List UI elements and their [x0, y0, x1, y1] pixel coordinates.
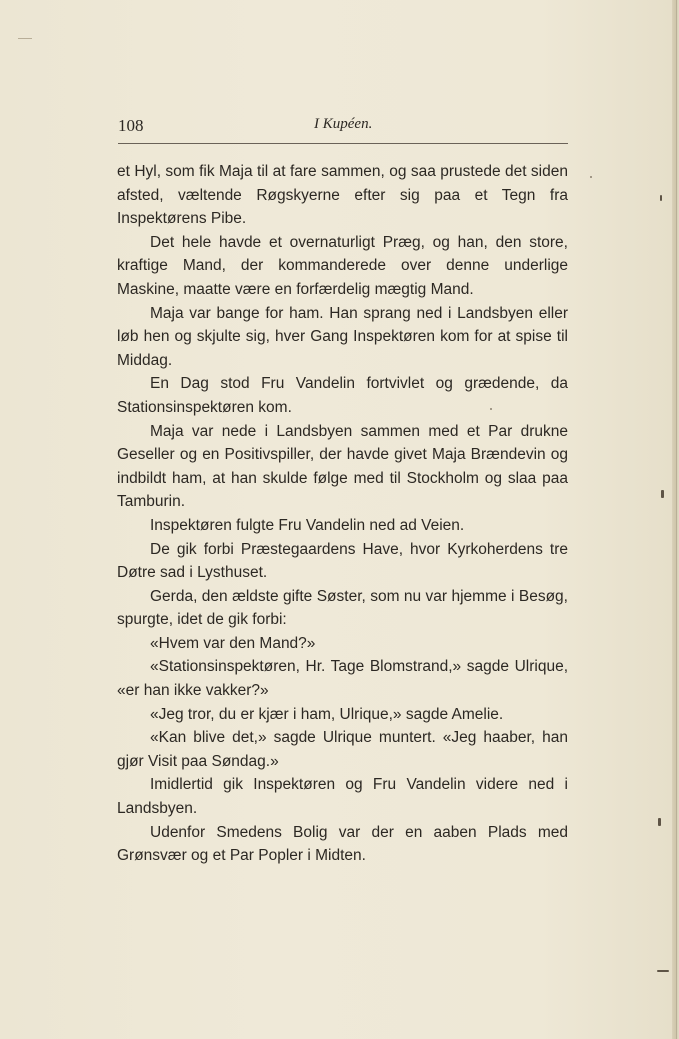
paragraph-9: «Hvem var den Mand?» [150, 634, 316, 652]
page-header [118, 116, 568, 146]
paragraph-12: «Kan blive det,» sagde Ulrique muntert. «Jeg haaber, han gjør Visit paa Søndag.» [117, 729, 568, 770]
paper-speck [18, 38, 32, 39]
paper-speck [658, 818, 661, 826]
page-number: 108 [118, 116, 144, 135]
paragraph-5: Maja var nede i Landsbyen sammen med et Par drukne Geseller og en Positivspiller, der havde givet Maja Brændevin og indbildt ham, at han skulde følge med til Stockholm og slaa paa Tamburin. [117, 422, 568, 511]
paragraph-2: Det hele havde et overnaturligt Præg, og han, den store, kraftige Mand, der kommanderede over denne underlige Maskine, maatte være en forfærdelig mægtig Mand. [117, 233, 568, 298]
paragraph-3: Maja var bange for ham. Han sprang ned i Landsbyen eller løb hen og skjulte sig, hver Gang Inspektøren kom for at spise til Middag. [117, 304, 568, 369]
body-text [117, 160, 568, 868]
paper-speck [590, 176, 592, 178]
paragraph-14: Udenfor Smedens Bolig var der en aaben Plads med Grønsvær og et Par Popler i Midten. [117, 823, 568, 865]
page-edge-line [676, 0, 677, 1039]
paragraph-6: Inspektøren fulgte Fru Vandelin ned ad Veien. [150, 516, 465, 534]
paragraph-13: Imidlertid gik Inspektøren og Fru Vandelin videre ned i Landsbyen. [117, 776, 568, 818]
paragraph-7: De gik forbi Præstegaardens Have, hvor Kyrkoherdens tre Døtre sad i Lysthuset. [117, 540, 568, 582]
paragraph-4: En Dag stod Fru Vandelin fortvivlet og grædende, da Stationsinspektøren kom. [117, 375, 568, 416]
paper-speck [490, 408, 492, 410]
paragraph-1: et Hyl, som fik Maja til at fare sammen, og saa prustede det siden afsted, væltende Røgskyerne efter sig paa et Tegn fra Inspektørens Pibe. [117, 163, 568, 228]
paragraph-8: Gerda, den ældste gifte Søster, som nu var hjemme i Besøg, spurgte, idet de gik forbi: [117, 587, 568, 629]
header-rule [118, 143, 568, 144]
paper-speck [660, 195, 662, 201]
paragraph-10: «Stationsinspektøren, Hr. Tage Blomstrand,» sagde Ulrique, «er han ikke vakker?» [117, 658, 568, 700]
paper-speck [657, 970, 669, 972]
paper-speck [661, 490, 664, 498]
running-title: I Kupéen. [314, 116, 373, 132]
paragraph-11: «Jeg tror, du er kjær i ham, Ulrique,» sagde Amelie. [150, 705, 504, 723]
